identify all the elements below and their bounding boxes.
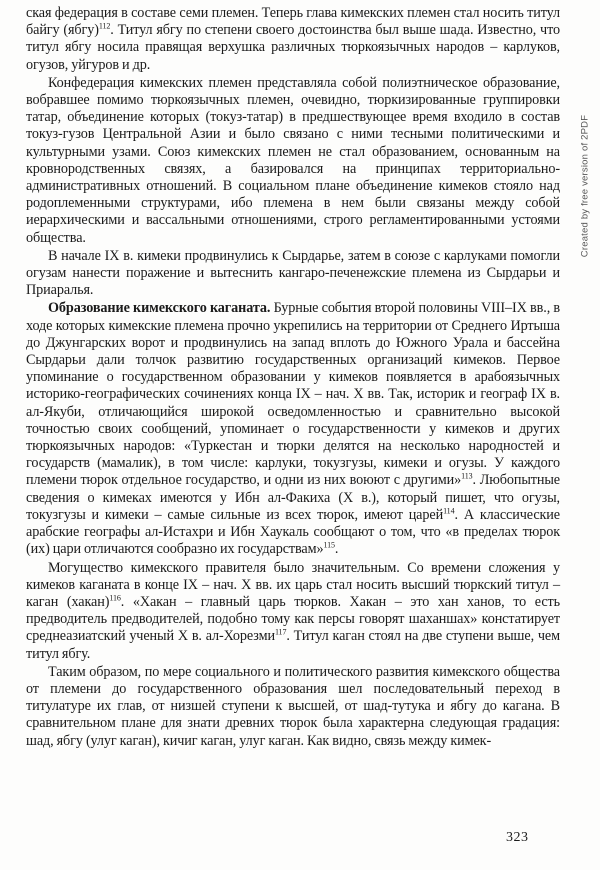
paragraph-3-text: В начале IX в. кимеки продвинулись к Сырдарье, затем в союзе с карлуками помогли огузам нанести поражение и вытеснить кангаро-печенежские племена из Сырдарьи и Приаралья. [26,247,560,299]
paragraph-6-text: Таким образом, по мере социального и политического развития кимекского общества от племени до государственного образования шел последовательный переход в титулатуре их глав, от низшей ступени к высшей, от шад-тутука и ябгу до кагана. В сравнительном плане для знати древних тюрок была характерна следующая градация: шад, ябгу (улуг каган), кичиг каган, улуг каган. Как видно, связь между кимек- [26,663,560,749]
paragraph-2-text: Конфедерация кимекских племен представляла собой полиэтническое образование, вобравшее помимо тюркоязычных племен, очевидно, тюркизированные группировки татар, объединение которых (токуз-татар) в предшествующее время входило в состав токуз-гузов Центральной Азии и было связано с ними тесными политическими и культурными узами. Союз кимекских племен не стал образованием, основанным на кровнородственных связях, а базировался на принципах территориально-административных отношений. В социальном плане объединение кимеков стояло над родоплеменными структурами, ибо племена в нем были связаны между собой иерархическими и вассальными отношениями, строго регламентированными устоями общества. [26,74,560,246]
paragraph-6 [26,664,560,750]
footnote-ref-116: 116 [109,593,121,603]
paragraph-2 [26,75,560,247]
paragraph-4-text-cont2: . А классические арабские географы ал-Истахри и Ибн Хаукаль сообщают о том, что «в пределах тюрок (их) цари отличаются сообразно их государствам» [26,506,560,558]
footnote-ref-112: 112 [98,21,111,31]
paragraph-5-text-end: . Титул каган стоял на две ступени выше, чем титул ябгу. [26,628,561,662]
footnote-ref-114: 114 [443,506,455,516]
side-watermark: Created by free version of 2PDF [579,114,591,258]
section-heading: Образование кимекского каганата. [48,300,271,317]
body-text [26,5,560,750]
paragraph-4-text-end: . [334,541,339,558]
paragraph-1-text: ская федерация в составе семи племен. Теперь глава кимекских племен стал носить титул байгу (ябгу) [26,5,560,39]
paragraph-4-text-cont: . Любопытные сведения о кимеках имеются у Ибн ал-Факиха (X в.), который пишет, что огузы, токузгузы и кимеки – самые сильные из всех тюрок, имеют царей [26,472,560,523]
paragraph-4 [26,300,560,558]
paragraph-5-text: Могущество кимекского правителя было значительным. Со времени сложения у кимеков каганата в конце IX – нач. X вв. их царь стал носить высший тюркский титул – каган (хакан) [26,559,560,610]
footnote-ref-117: 117 [274,627,287,637]
paragraph-5-text-cont: . «Хакан – главный царь тюрков. Хакан – это хан ханов, то есть предводитель предводителей, подобно тому как персы говорят шаханшах» констатирует среднеазиатский ученый X в. ал-Хорезми [26,593,560,645]
paragraph-1-text-cont: . Титул ябгу по степени своего достоинства был выше шада. Известно, что титул ябгу носила правящая верхушка различных тюркоязычных народов – карлуков, огузов, уйгуров и др. [26,22,561,73]
paragraph-5 [26,560,560,663]
paragraph-3 [26,248,560,300]
page-number: 323 [506,830,529,845]
footnote-ref-115: 115 [323,540,335,550]
paragraph-4-text: Бурные события второй половины VIII–IX вв., в ходе которых кимекские племена прочно укрепились на территории от Среднего Иртыша до Джунгарских ворот и продвинулись на запад вплоть до Южного Урала и бассейна Сырдарьи дали толчок развитию государственных организаций кимеков. Первое упоминание о государственном образовании у кимеков появляется в арабоязычных историко-географических сочинениях конца IX – нач. X вв. Так, историк и географ IX в. ал-Якуби, отличающийся широкой осведомленностью и сравнительно высокой точностью своих сообщений, упоминает о государственности у кимеков и других тюркоязычных народов: «Туркестан и тюрки делятся на несколько народностей и государств (мамалик), в том числе: карлуки, токузгузы, кимеки и огузы. У каждого племени тюрок отдельное государство, и одни из них воюют с другими» [26,300,560,489]
paragraph-1 [26,5,560,74]
footnote-ref-113: 113 [461,471,473,481]
